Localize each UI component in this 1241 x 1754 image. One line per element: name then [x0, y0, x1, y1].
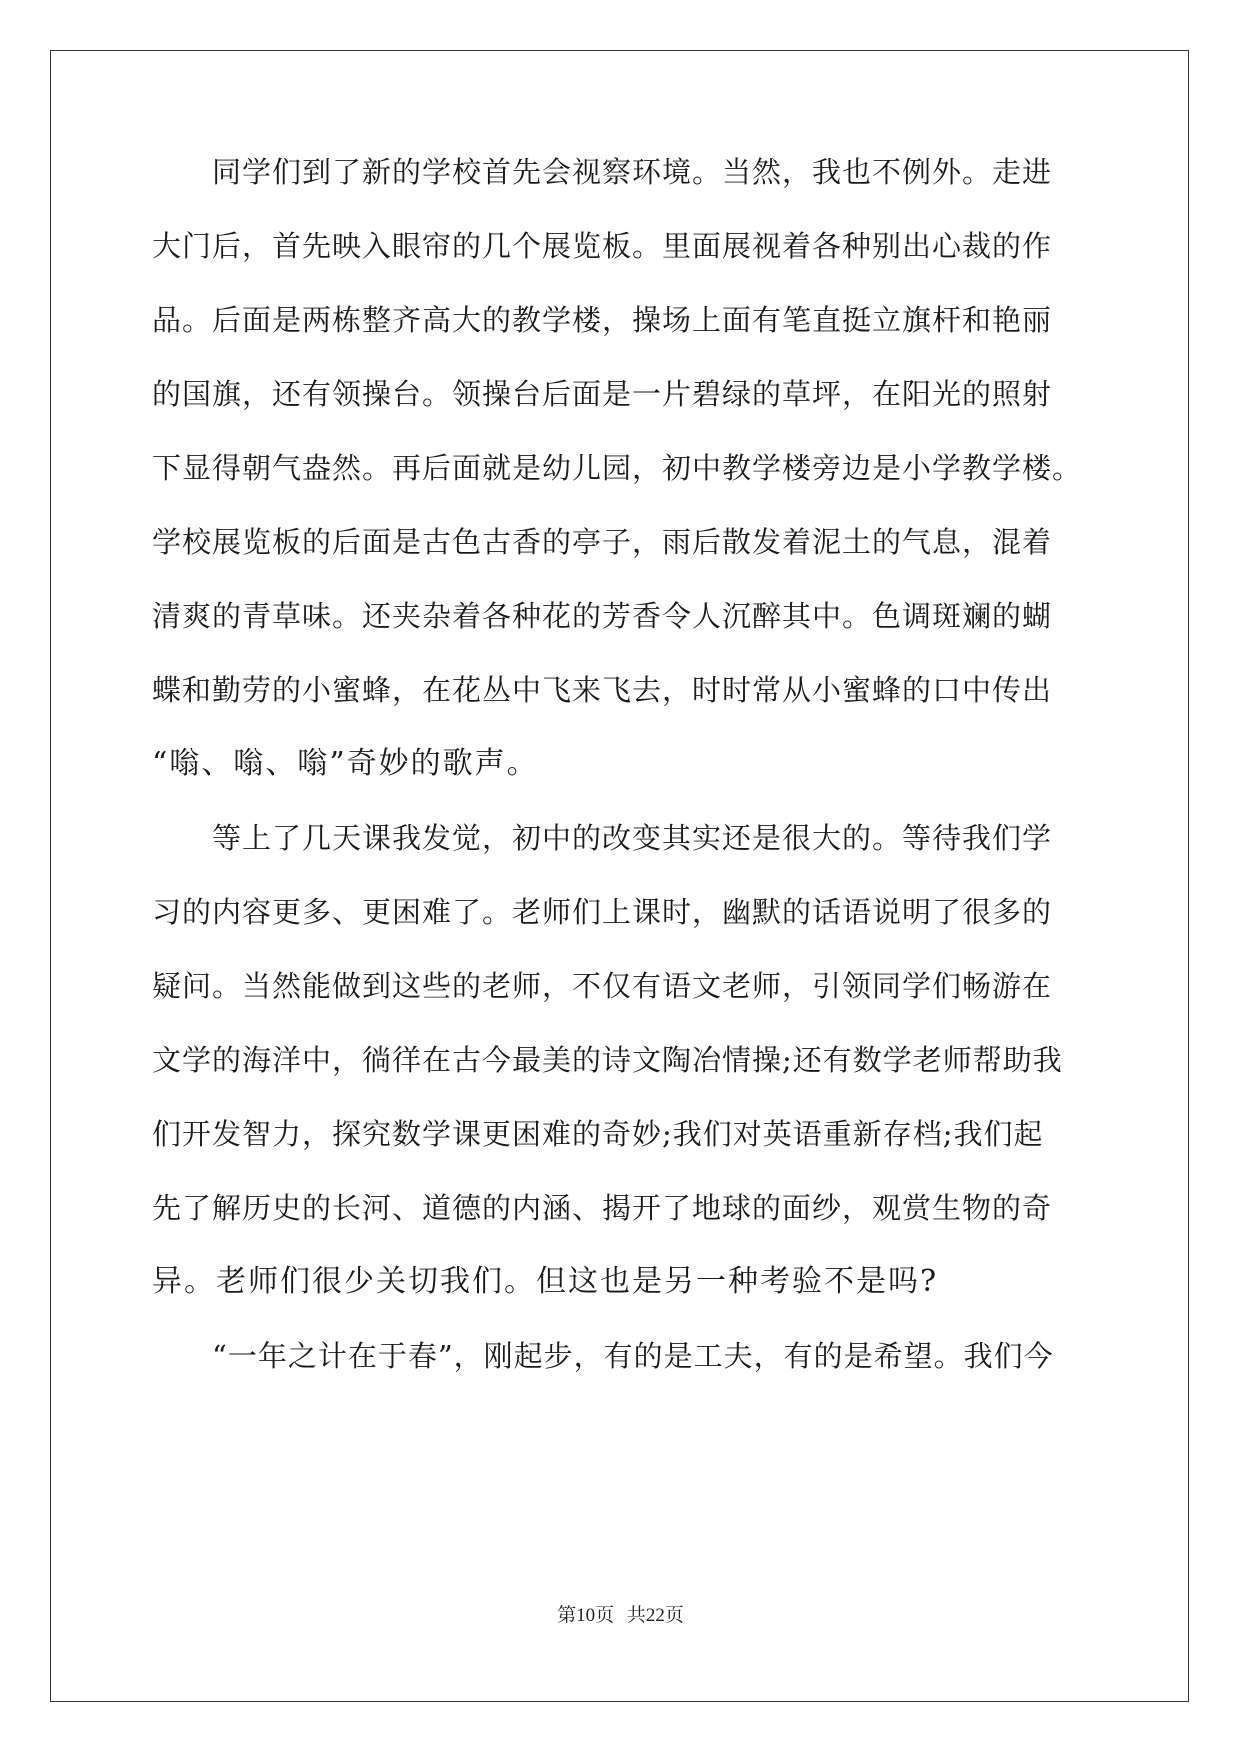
text-line: 习的内容更多、更困难了。老师们上课时，幽默的话语说明了很多的 — [152, 895, 1053, 929]
text-line: 异。老师们很少关切我们。但这也是另一种考验不是吗? — [152, 1264, 939, 1299]
text-line: 品。后面是两栋整齐高大的教学楼，操场上面有笔直挺立旗杆和艳丽 — [152, 303, 1053, 337]
page-number: 第10页 — [557, 1605, 615, 1626]
text-line: 们开发智力，探究数学课更困难的奇妙;我们对英语重新存档;我们起 — [152, 1117, 1044, 1151]
page-border — [50, 50, 1189, 1702]
text-line: 等上了几天课我发觉，初中的改变其实还是很大的。等待我们学 — [152, 821, 1053, 855]
text-line: 疑问。当然能做到这些的老师，不仅有语文老师，引领同学们畅游在 — [152, 969, 1053, 1003]
text-line: 学校展览板的后面是古色古香的亭子，雨后散发着泥土的气息，混着 — [152, 525, 1053, 559]
text-line: 大门后，首先映入眼帘的几个展览板。里面展视着各种别出心裁的作 — [152, 229, 1053, 263]
text-line: 文学的海洋中，徜徉在古今最美的诗文陶冶情操;还有数学老师帮助我 — [152, 1043, 1063, 1077]
text-line: 的国旗，还有领操台。领操台后面是一片碧绿的草坪，在阳光的照射 — [152, 377, 1053, 411]
text-line: “一年之计在于春”，刚起步，有的是工夫，有的是希望。我们今 — [152, 1339, 1054, 1373]
page-footer — [0, 1600, 1241, 1627]
page-total: 共22页 — [626, 1605, 684, 1626]
text-line: 下显得朝气盎然。再后面就是幼儿园，初中教学楼旁边是小学教学楼。 — [152, 451, 1083, 485]
text-line: 先了解历史的长河、道德的内涵、揭开了地球的面纱，观赏生物的奇 — [152, 1191, 1053, 1225]
text-line: 清爽的青草味。还夹杂着各种花的芳香令人沉醉其中。色调斑斓的蝴 — [152, 599, 1053, 633]
text-line: “嗡、嗡、嗡”奇妙的歌声。 — [152, 746, 539, 781]
text-line: 蝶和勤劳的小蜜蜂，在花丛中飞来飞去，时时常从小蜜蜂的口中传出 — [152, 673, 1053, 707]
text-line: 同学们到了新的学校首先会视察环境。当然，我也不例外。走进 — [152, 155, 1053, 189]
